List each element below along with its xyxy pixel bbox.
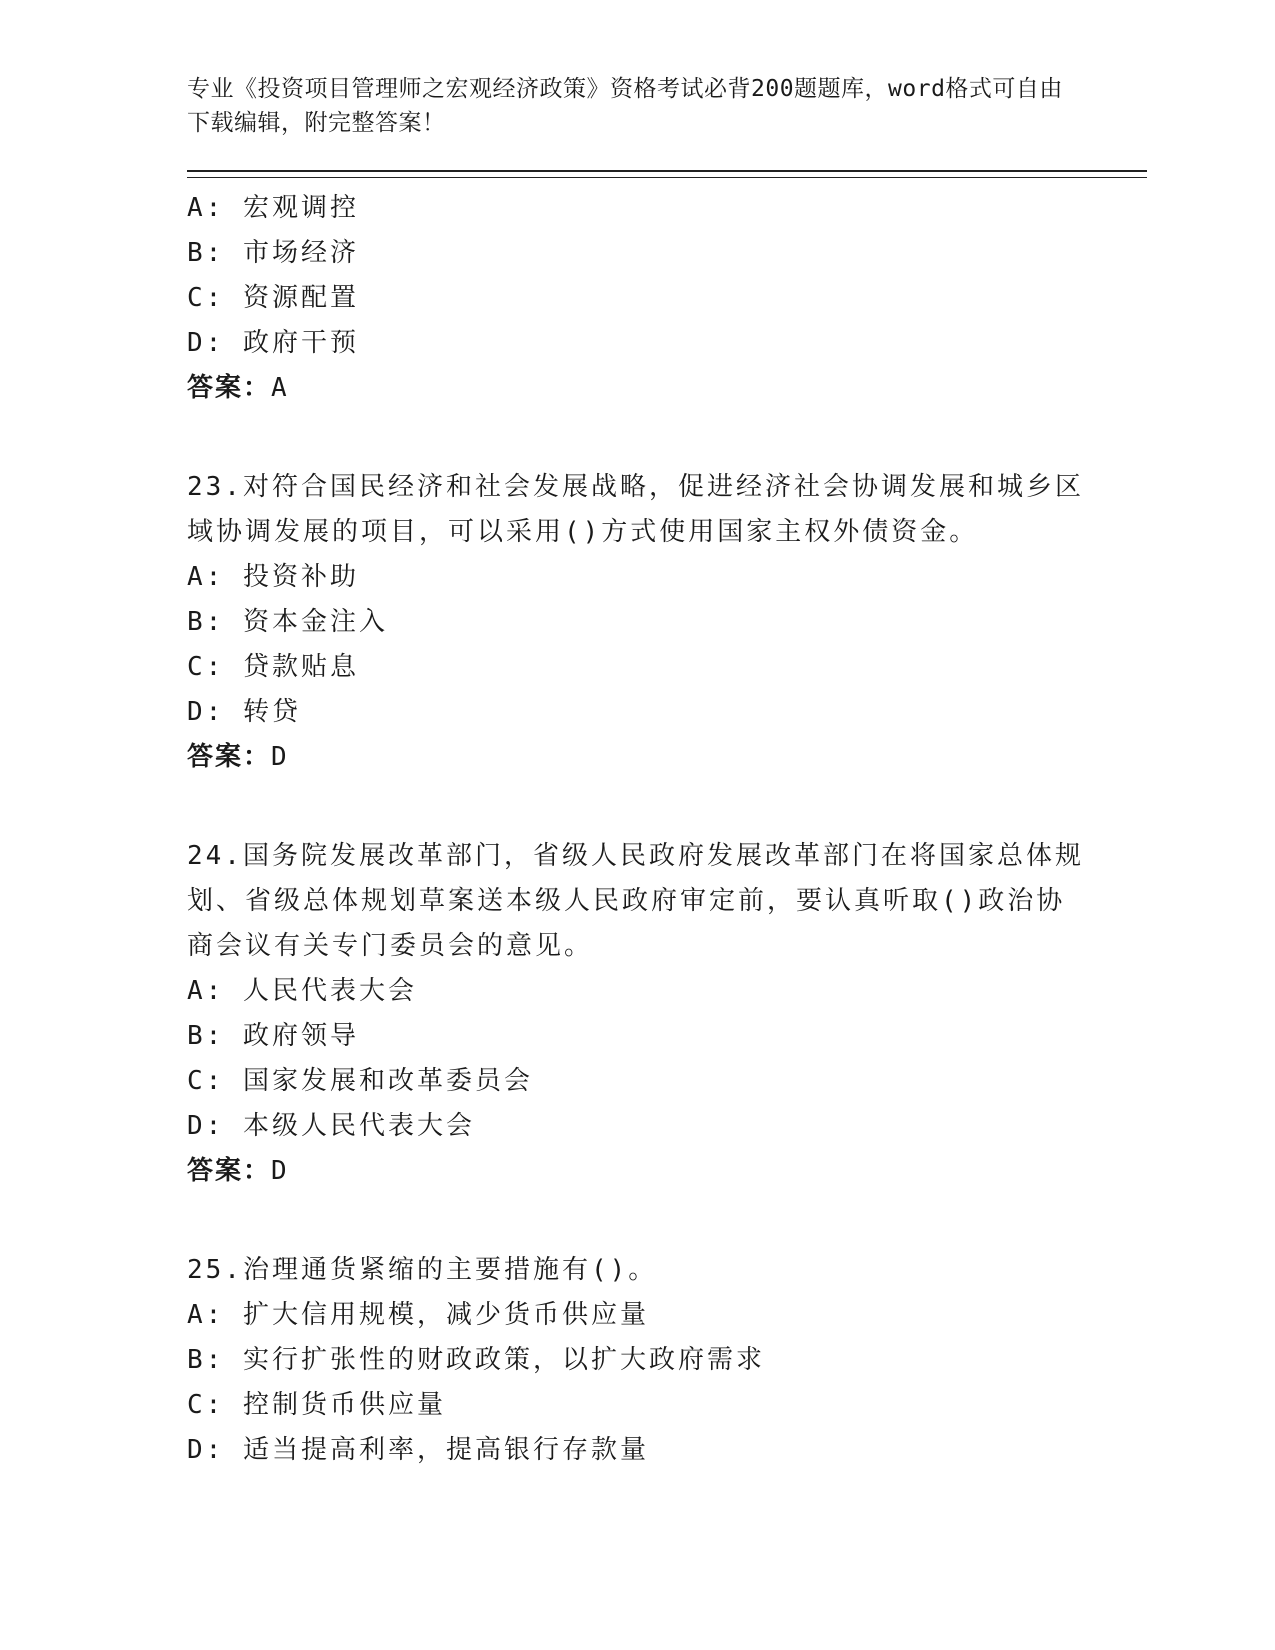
option-b: B: 市场经济 <box>187 238 359 268</box>
answer-value: A <box>271 373 288 403</box>
option-b: B: 资本金注入 <box>187 607 388 637</box>
question-stem: 23.对符合国民经济和社会发展战略，促进经济社会协调发展和城乡区域协调发展的项目，可以采用()方式使用国家主权外债资金。 <box>187 472 1084 547</box>
option-a: A: 扩大信用规模，减少货币供应量 <box>187 1300 649 1330</box>
question-23-block <box>187 465 1147 780</box>
question-22-block <box>187 186 1147 411</box>
document-header: 专业《投资项目管理师之宏观经济政策》资格考试必背200题题库，word格式可自由下载编辑，附完整答案！ <box>187 76 1063 136</box>
answer-label: 答案： <box>187 373 272 403</box>
question-stem: 24.国务院发展改革部门，省级人民政府发展改革部门在将国家总体规划、省级总体规划草案送本级人民政府审定前，要认真听取()政治协商会议有关专门委员会的意见。 <box>187 841 1084 961</box>
option-c: C: 国家发展和改革委员会 <box>187 1066 533 1096</box>
answer-label: 答案： <box>187 742 272 772</box>
answer-line <box>187 1149 1147 1194</box>
question-stem: 25.治理通货紧缩的主要措施有()。 <box>187 1255 658 1285</box>
option-d: D: 政府干预 <box>187 328 359 358</box>
option-c: C: 贷款贴息 <box>187 652 359 682</box>
question-24-block <box>187 834 1147 1194</box>
answer-line <box>187 735 1147 780</box>
option-b: B: 实行扩张性的财政政策，以扩大政府需求 <box>187 1345 765 1375</box>
answer-value: D <box>271 1156 288 1186</box>
option-a: A: 宏观调控 <box>187 193 359 223</box>
option-b: B: 政府领导 <box>187 1021 359 1051</box>
option-a: A: 投资补助 <box>187 562 359 592</box>
answer-label: 答案： <box>187 1156 272 1186</box>
option-d: D: 本级人民代表大会 <box>187 1111 475 1141</box>
answer-value: D <box>271 742 288 772</box>
option-d: D: 转贷 <box>187 697 301 727</box>
question-25-block <box>187 1248 1147 1473</box>
option-a: A: 人民代表大会 <box>187 976 417 1006</box>
option-c: C: 控制货币供应量 <box>187 1390 446 1420</box>
option-d: D: 适当提高利率，提高银行存款量 <box>187 1435 649 1465</box>
header-divider <box>187 170 1147 178</box>
option-c: C: 资源配置 <box>187 283 359 313</box>
answer-line <box>187 366 1147 411</box>
document-page <box>187 72 1147 1473</box>
